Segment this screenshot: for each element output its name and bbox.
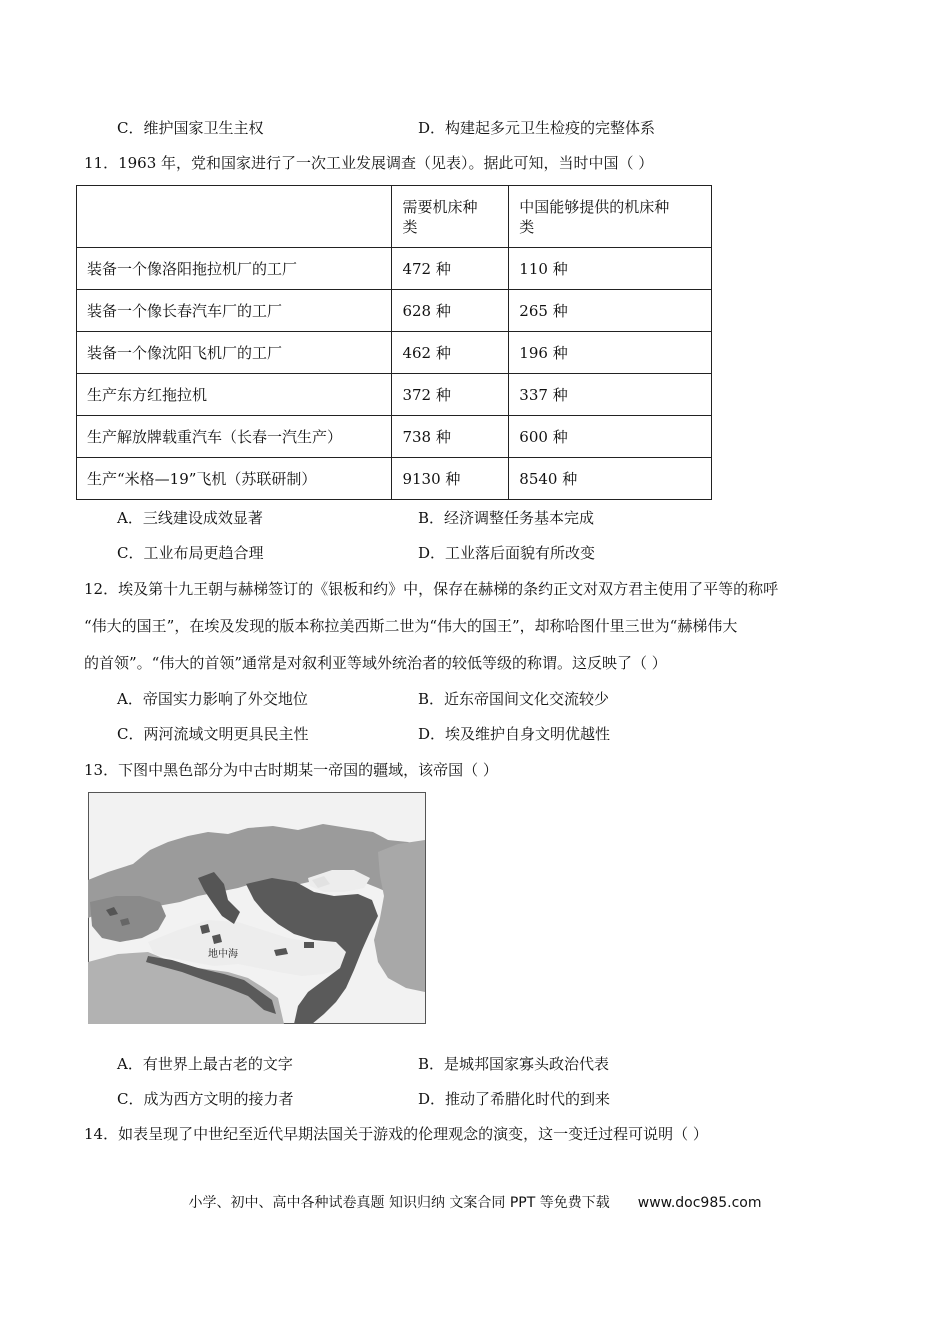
table-row bbox=[77, 248, 712, 290]
footer-text: 小学、初中、高中各种试卷真题 知识归纳 文案合同 PPT 等免费下载 bbox=[188, 1195, 610, 1211]
table-row bbox=[77, 290, 712, 332]
table-cell: 9130 种 bbox=[392, 458, 509, 500]
q11-option-b: B．经济调整任务基本完成 bbox=[418, 509, 595, 527]
table-cell: 生产“米格—19”飞机（苏联研制） bbox=[77, 458, 392, 500]
table-cell: 生产东方红拖拉机 bbox=[77, 374, 392, 416]
table-row bbox=[77, 416, 712, 458]
q11-option-d: D．工业落后面貌有所改变 bbox=[418, 544, 596, 562]
q12-option-c: C．两河流域文明更具民主性 bbox=[117, 725, 309, 743]
table-cell: 装备一个像长春汽车厂的工厂 bbox=[77, 290, 392, 332]
q11-table bbox=[76, 185, 712, 500]
table-header-row bbox=[77, 186, 712, 248]
empire-map bbox=[88, 792, 426, 1024]
table-cell: 8540 种 bbox=[509, 458, 712, 500]
table-cell: 372 种 bbox=[392, 374, 509, 416]
table-row bbox=[77, 458, 712, 500]
table-cell: 462 种 bbox=[392, 332, 509, 374]
table-cell: 472 种 bbox=[392, 248, 509, 290]
q14-stem: 14．如表呈现了中世纪至近代早期法国关于游戏的伦理观念的演变，这一变迁过程可说明（ ） bbox=[84, 1125, 708, 1143]
page-footer bbox=[0, 1192, 950, 1212]
q10-option-c: C．维护国家卫生主权 bbox=[117, 119, 264, 137]
table-cell: 196 种 bbox=[509, 332, 712, 374]
q13-option-c: C．成为西方文明的接力者 bbox=[117, 1090, 294, 1108]
table-header-cell: 中国能够提供的机床种 类 bbox=[509, 186, 712, 248]
q12-stem-line-3: 的首领”。“伟大的首领”通常是对叙利亚等域外统治者的较低等级的称谓。这反映了（ ） bbox=[84, 654, 667, 672]
table-cell: 装备一个像沈阳飞机厂的工厂 bbox=[77, 332, 392, 374]
table-cell: 628 种 bbox=[392, 290, 509, 332]
q12-option-a: A．帝国实力影响了外交地位 bbox=[117, 690, 308, 708]
table-cell: 600 种 bbox=[509, 416, 712, 458]
q13-option-d: D．推动了希腊化时代的到来 bbox=[418, 1090, 611, 1108]
table-row bbox=[77, 332, 712, 374]
q11-option-c: C．工业布局更趋合理 bbox=[117, 544, 264, 562]
table-cell: 337 种 bbox=[509, 374, 712, 416]
footer-url[interactable]: www.doc985.com bbox=[637, 1195, 762, 1211]
q11-stem: 11．1963 年，党和国家进行了一次工业发展调查（见表）。据此可知，当时中国（ ） bbox=[84, 154, 654, 172]
q12-stem-line-1: 12．埃及第十九王朝与赫梯签订的《银板和约》中，保存在赫梯的条约正文对双方君主使用了平等的称呼 bbox=[84, 580, 779, 598]
table-cell: 738 种 bbox=[392, 416, 509, 458]
q12-option-d: D．埃及维护自身文明优越性 bbox=[418, 725, 611, 743]
q13-option-a: A．有世界上最古老的文字 bbox=[117, 1055, 293, 1073]
table-header-cell bbox=[77, 186, 392, 248]
q13-stem: 13．下图中黑色部分为中古时期某一帝国的疆域，该帝国（ ） bbox=[84, 761, 498, 779]
q10-option-d: D．构建起多元卫生检疫的完整体系 bbox=[418, 119, 656, 137]
q12-stem-line-2: “伟大的国王”，在埃及发现的版本称拉美西斯二世为“伟大的国王”，却称哈图什里三世为“赫梯伟大 bbox=[84, 617, 738, 635]
table-cell: 265 种 bbox=[509, 290, 712, 332]
table-header-cell: 需要机床种 类 bbox=[392, 186, 509, 248]
table-cell: 生产解放牌载重汽车（长春一汽生产） bbox=[77, 416, 392, 458]
map-image bbox=[88, 792, 426, 1024]
q11-option-a: A．三线建设成效显著 bbox=[117, 509, 263, 527]
table-row bbox=[77, 374, 712, 416]
table-cell: 110 种 bbox=[509, 248, 712, 290]
table-cell: 装备一个像洛阳拖拉机厂的工厂 bbox=[77, 248, 392, 290]
q12-option-b: B．近东帝国间文化交流较少 bbox=[418, 690, 610, 708]
map-label: 地中海 bbox=[208, 949, 238, 960]
q13-option-b: B．是城邦国家寡头政治代表 bbox=[418, 1055, 610, 1073]
